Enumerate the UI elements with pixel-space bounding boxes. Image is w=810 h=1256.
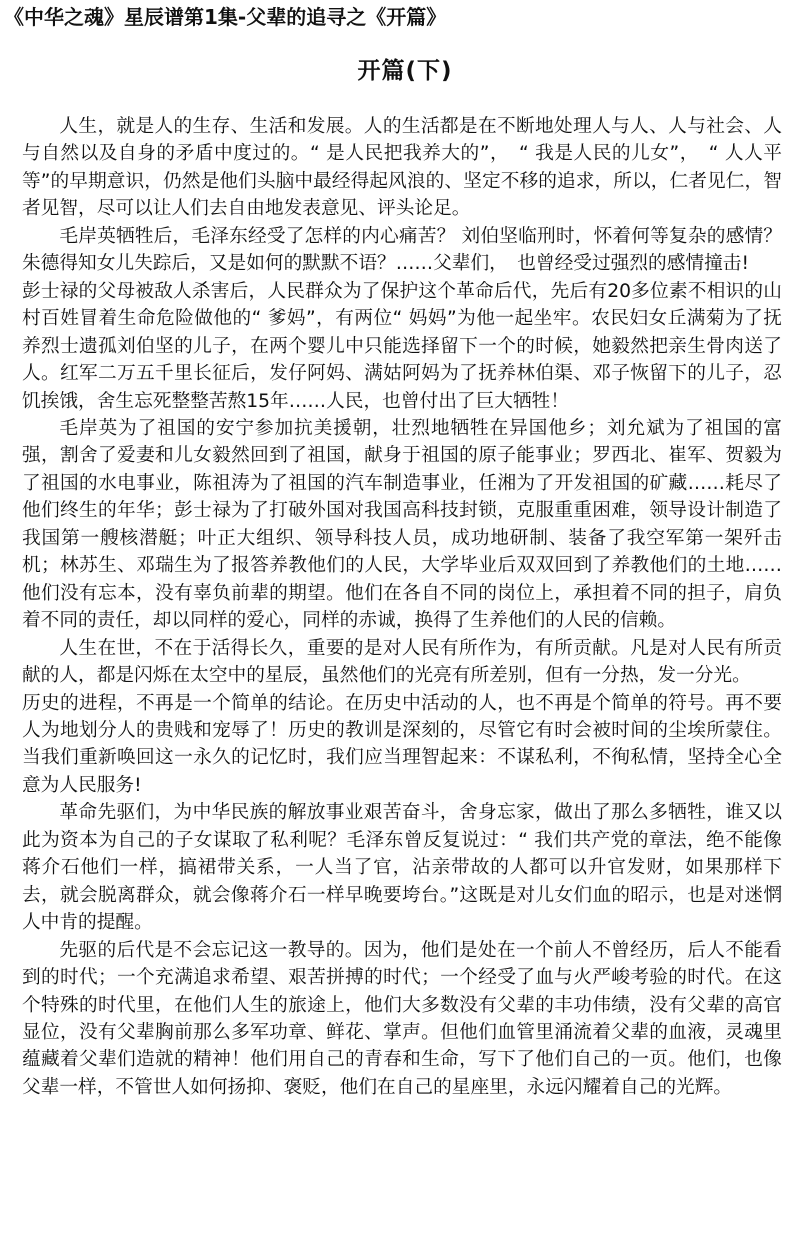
- paragraph: 革命先驱们，为中华民族的解放事业艰苦奋斗，舍身忘家，做出了那么多牺牲，谁又以此为资本为自己的子女谋取了私利呢？毛泽东曾反复说过：“ 我们共产党的章法，绝不能像蒋介石他们一样，搞裙带关系，一人当了官，沾亲带故的人都可以升官发财，如果那样下去，就会脱离群众，就会像蒋介石一样早晚要垮台。”这既是对儿女们血的昭示，也是对迷惘人中肯的提醒。: [22, 802, 782, 934]
- body-text: [22, 113, 782, 1101]
- paragraph: 人生，就是人的生存、生活和发展。人的生活都是在不断地处理人与人、人与社会、人与自然以及自身的矛盾中度过的。“ 是人民把我养大的”， “ 我是人民的儿女”， “ 人人平等”的早期意识，仍然是他们头脑中最经得起风浪的、坚定不移的追求，所以，仁者见仁，智者见智，尽可以让人们去自由地发表意见、评头论足。: [22, 116, 782, 220]
- paragraph: 彭士禄的父母被敌人杀害后，人民群众为了保护这个革命后代，先后有20多位素不相识的山村百姓冒着生命危险做他的“ 爹妈”，有两位“ 妈妈”为他一起坐牢。农民妇女丘满菊为了抚养烈士遗孤刘伯坚的儿子，在两个婴儿中只能选择留下一个的时候，她毅然把亲生骨肉送了人。红军二万五千里长征后，发仔阿妈、满姑阿妈为了抚养林伯渠、邓子恢留下的儿子，忍饥挨饿，舍生忘死整整苦熬15年……人民，也曾付出了巨大牺牲！: [22, 280, 782, 412]
- paragraph: 毛岸英牺牲后，毛泽东经受了怎样的内心痛苦？ 刘伯坚临刑时，怀着何等复杂的感情？ 朱德得知女儿失踪后，又是如何的默默不语？……父辈们， 也曾经受过强烈的感情撞击!: [22, 225, 782, 275]
- document-title: 《中华之魂》星辰谱第1集-父辈的追寻之《开篇》: [4, 5, 447, 29]
- paragraph: 毛岸英为了祖国的安宁参加抗美援朝，壮烈地牺牲在异国他乡；刘允斌为了祖国的富强，割舍了爱妻和儿女毅然回到了祖国，献身于祖国的原子能事业；罗西北、崔军、贺毅为了祖国的水电事业，陈祖涛为了祖国的汽车制造事业，任湘为了开发祖国的矿藏……耗尽了他们终生的年华；彭士禄为了打破外国对我国高科技封锁，克服重重困难，领导设计制造了我国第一艘核潜艇；叶正大组织、领导科技人员，成功地研制、装备了我空军第一架歼击机；林苏生、邓瑞生为了报答养教他们的人民，大学毕业后双双回到了养教他们的土地……他们没有忘本，没有辜负前辈的期望。他们在各自不同的岗位上，承担着不同的担子，肩负着不同的责任，却以同样的爱心，同样的赤诚，换得了生养他们的人民的信赖。: [22, 417, 782, 632]
- paragraph: 历史的进程，不再是一个简单的结论。在历史中活动的人，也不再是个简单的符号。再不要人为地划分人的贵贱和宠辱了！历史的教训是深刻的，尽管它有时会被时间的尘埃所蒙住。当我们重新唤回这一永久的记忆时，我们应当理智起来：不谋私利，不徇私情，坚持全心全意为人民服务!: [22, 692, 782, 796]
- paragraph: 人生在世，不在于活得长久，重要的是对人民有所作为，有所贡献。凡是对人民有所贡献的人，都是闪烁在太空中的星辰，虽然他们的光亮有所差别，但有一分热，发一分光。: [22, 637, 782, 687]
- section-heading: 开篇(下): [357, 58, 453, 84]
- paragraph: 先驱的后代是不会忘记这一教导的。因为，他们是处在一个前人不曾经历，后人不能看到的时代；一个充满追求希望、艰苦拼搏的时代；一个经受了血与火严峻考验的时代。在这个特殊的时代里，在他们人生的旅途上，他们大多数没有父辈的丰功伟绩，没有父辈的高官显位，没有父辈胸前那么多军功章、鲜花、掌声。但他们血管里涌流着父辈的血液，灵魂里蕴藏着父辈们造就的精神！他们用自己的青春和生命，写下了他们自己的一页。他们，也像父辈一样，不管世人如何扬抑、褒贬，他们在自己的星座里，永远闪耀着自己的光辉。: [22, 939, 782, 1098]
